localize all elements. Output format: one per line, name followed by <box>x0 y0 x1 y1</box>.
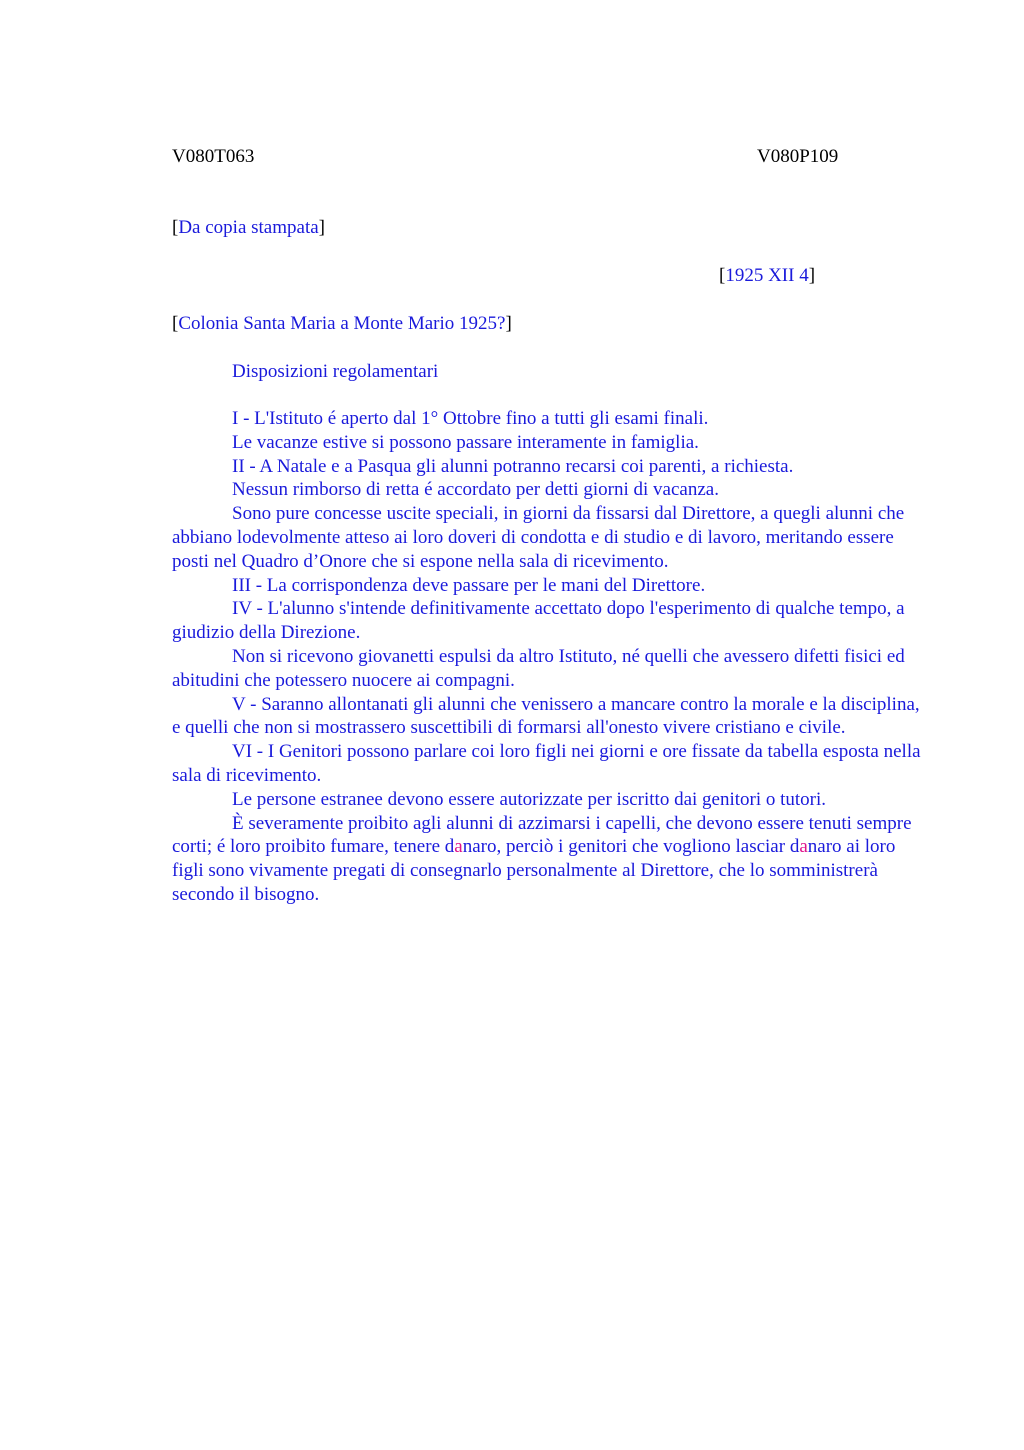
place-note-text: Colonia Santa Maria a Monte Mario 1925? <box>178 313 506 334</box>
source-note <box>172 217 325 239</box>
paragraph: V - Saranno allontanati gli alunni che venissero a mancare contro la morale e la disciplina, e quelli che non si mostrassero suscettibili di formarsi all'onesto vivere cristiano e civile. <box>172 693 920 739</box>
document-code-left: V080T063 <box>172 146 255 167</box>
paragraph: Nessun rimborso di retta é accordato per detti giorni di vacanza. <box>232 479 719 501</box>
paragraph: Le vacanze estive si possono passare interamente in famiglia. <box>232 431 699 453</box>
document-heading: Disposizioni regolamentari <box>232 361 439 382</box>
regulations-body <box>172 407 928 907</box>
last-paragraph-part1: È severamente proibito agli alunni di azzimarsi i capelli, che devono essere tenuti sempre corti; é loro proibito fumare, tenere d <box>172 812 912 858</box>
date-note-text: 1925 XII 4 <box>725 265 809 286</box>
highlighted-letter: a <box>799 836 808 858</box>
place-note <box>172 313 512 335</box>
paragraph: VI - I Genitori possono parlare coi loro figli nei giorni e ore fissate da tabella esposta nella sala di ricevimento. <box>172 741 921 786</box>
paragraph: II - A Natale e a Pasqua gli alunni potranno recarsi coi parenti, a richiesta. <box>232 455 794 477</box>
paragraph: III - La corrispondenza deve passare per le mani del Direttore. <box>232 574 706 596</box>
paragraph: Sono pure concesse uscite speciali, in giorni da fissarsi dal Direttore, a quegli alunni che abbiano lodevolmente atteso ai loro doveri di condotta e di studio e di lavoro, meritando essere posti nel Quadro d’Onore che si espone nella sala di ricevimento. <box>172 503 905 572</box>
paragraph: IV - L'alunno s'intende definitivamente accettato dopo l'esperimento di qualche tempo, a giudizio della Direzione. <box>172 598 905 644</box>
bracket-open: [ <box>172 217 179 238</box>
paragraph: Le persone estranee devono essere autorizzate per iscritto dai genitori o tutori. <box>232 788 827 810</box>
bracket-open: [ <box>719 265 726 286</box>
paragraph: Non si ricevono giovanetti espulsi da altro Istituto, né quelli che avessero difetti fisici ed abitudini che potessero nuocere ai compagni. <box>172 645 905 691</box>
bracket-close: ] <box>505 313 512 334</box>
bracket-close: ] <box>808 265 816 286</box>
paragraph: I - L'Istituto é aperto dal 1° Ottobre fino a tutti gli esami finali. <box>232 408 709 429</box>
date-note <box>719 265 815 287</box>
highlighted-letter: a <box>454 836 463 858</box>
source-note-text: Da copia stampata <box>178 217 319 238</box>
document-code-right: V080P109 <box>757 146 839 167</box>
last-paragraph-part3: naro ai loro figli sono vivamente pregati di consegnarlo personalmente al Direttore, che lo somministrerà secondo il bisogno. <box>172 836 896 905</box>
last-paragraph-part2: naro, perciò i genitori che vogliono lasciar d <box>462 836 800 858</box>
last-paragraph <box>172 812 928 907</box>
bracket-open: [ <box>172 313 179 334</box>
bracket-close: ] <box>318 217 325 238</box>
